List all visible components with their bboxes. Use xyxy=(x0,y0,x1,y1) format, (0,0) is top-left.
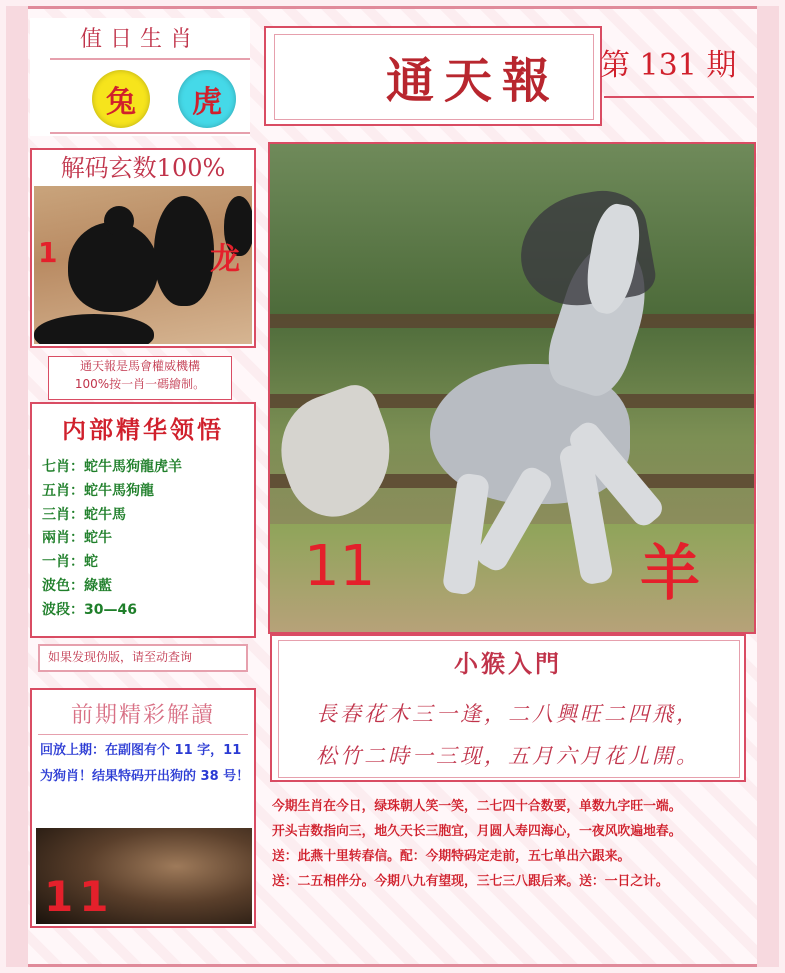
previous-issue-panel xyxy=(30,688,256,928)
right-watermark-strip xyxy=(757,6,779,967)
poem-panel xyxy=(270,634,746,782)
hen-shape xyxy=(34,314,154,344)
prediction-line: 送：此燕十里转春信。配：今期特码定走前，五七单出六跟来。 xyxy=(272,849,631,864)
chicken-photo xyxy=(34,186,252,344)
list-item: 三肖：蛇牛馬 xyxy=(42,506,126,523)
duty-zodiac-title: 值日生肖 xyxy=(79,27,200,52)
list-item: 一肖：蛇 xyxy=(42,554,98,571)
list-item: 波色：綠藍 xyxy=(42,577,112,594)
duty-zodiac-panel xyxy=(30,18,250,136)
duty-zodiac-tiger: 虎 xyxy=(178,70,236,128)
inner-essence-list xyxy=(42,456,252,623)
hen-shape xyxy=(154,196,214,306)
divider xyxy=(50,58,250,60)
list-item: 兩肖：蛇牛 xyxy=(42,530,112,547)
poem-line: 長春花木三一逢，二八興旺二四飛， xyxy=(316,702,700,726)
prediction-line: 送：二五相伴分。今期八九有望现，三七三八跟后来。送：一日之计。 xyxy=(272,874,669,889)
previous-issue-photo xyxy=(36,828,252,924)
notice-line: 100%按一肖一碼繪制。 xyxy=(74,377,206,391)
notice-line: 通天報是馬會權威機構 xyxy=(79,359,200,373)
poem-title: 小猴入門 xyxy=(454,649,562,678)
authority-notice xyxy=(48,356,232,400)
hen-shape xyxy=(68,222,158,312)
horse-photo xyxy=(268,142,756,634)
inner-essence-panel xyxy=(30,402,256,638)
poem-line: 松竹二時一三现，五月六月花儿開。 xyxy=(316,744,700,768)
fence-rail xyxy=(270,314,756,328)
decode-title: 解码玄数100% xyxy=(32,150,254,186)
prediction-line: 今期生肖在今日，绿珠朝人笑一笑，二七四十合数要，单数九字旺一端。 xyxy=(272,799,682,814)
main-image-number: 11 xyxy=(304,534,376,599)
prediction-text xyxy=(272,794,758,894)
masthead-title: 通天報 xyxy=(386,53,561,109)
divider xyxy=(38,734,248,735)
previous-issue-text: 回放上期：在副图有个 11 字，11 为狗肖！结果特码开出狗的 38 号！ xyxy=(40,743,250,784)
decode-zodiac: 龙 xyxy=(210,242,240,277)
decode-panel xyxy=(30,148,256,348)
prediction-line: 开头吉数指向三，地久天长三胞宜，月圆人寿四海心，一夜风吹遍地春。 xyxy=(272,824,682,839)
list-item: 七肖：蛇牛馬狗龍虎羊 xyxy=(42,459,182,475)
previous-issue-title: 前期精彩解讀 xyxy=(70,703,215,728)
hen-head-shape xyxy=(104,206,134,236)
inner-essence-title: 内部精华领悟 xyxy=(62,415,224,444)
fake-version-notice: 如果发现伪版，请至动查询 xyxy=(38,644,248,672)
issue-underline xyxy=(604,96,754,98)
list-item: 五肖：蛇牛馬狗龍 xyxy=(42,482,154,499)
main-image-zodiac: 羊 xyxy=(640,539,700,609)
duty-zodiac-rabbit: 兔 xyxy=(92,70,150,128)
left-watermark-strip xyxy=(6,6,28,967)
decode-number: 1 xyxy=(38,236,58,269)
divider xyxy=(50,132,250,134)
list-item: 波段：30—46 xyxy=(42,601,137,618)
masthead xyxy=(264,26,602,126)
issue-number: 第 131 期 xyxy=(600,48,737,83)
previous-issue-number: 11 xyxy=(44,872,115,921)
